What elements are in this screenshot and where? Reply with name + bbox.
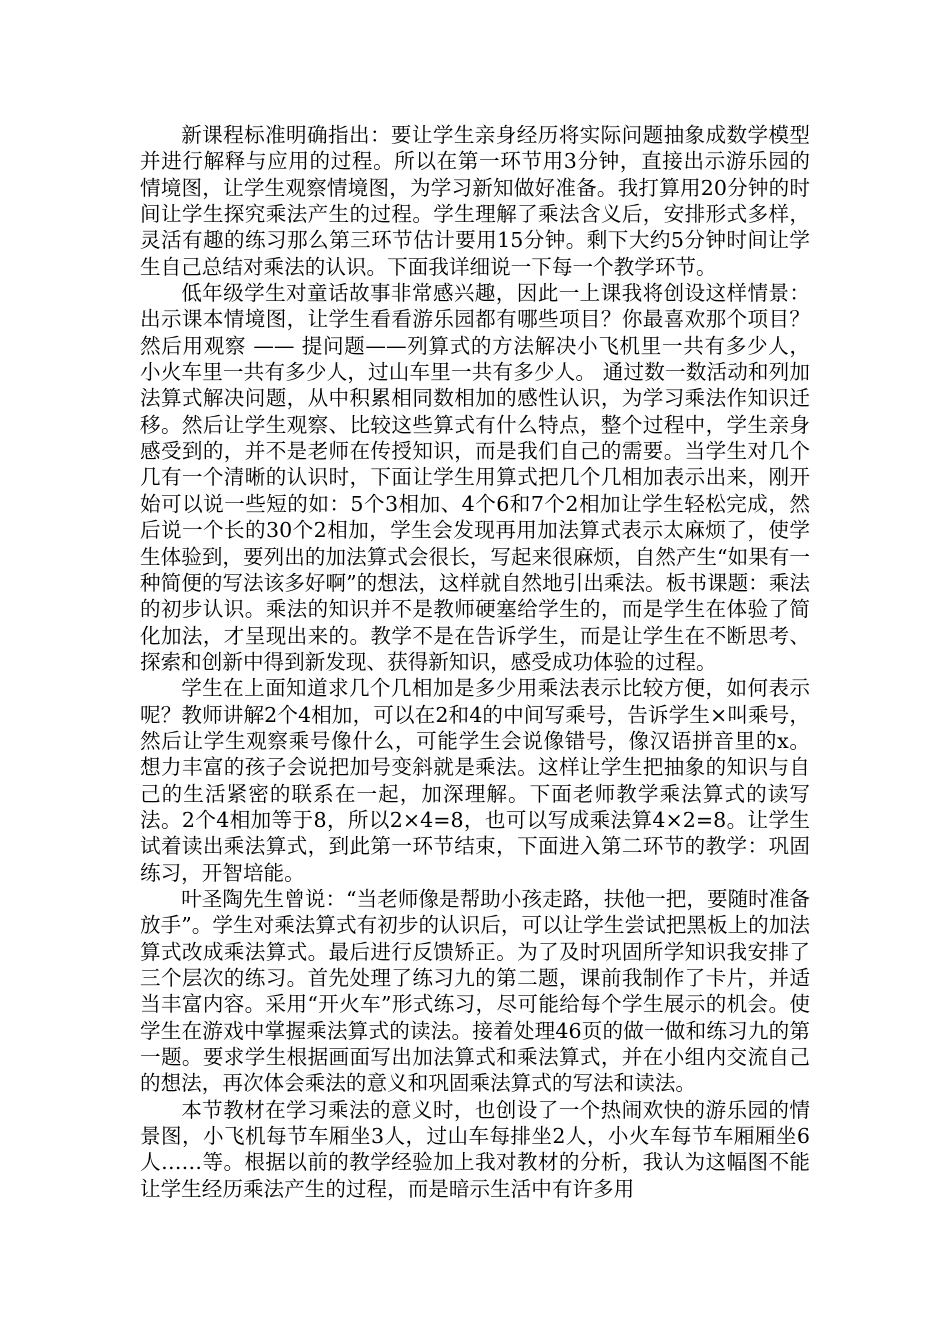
- paragraph-5: 本节教材在学习乘法的意义时，也创设了一个热闹欢快的游乐园的情景图，小飞机每节车厢坐3人，过山车每排坐2人，小火车每节车厢厢坐6人……等。根据以前的教学经验加上我对教材的分析，我认为这幅图不能让学生经历乘法产生的过程，而是暗示生活中有许多用: [140, 1097, 810, 1201]
- paragraph-2: 低年级学生对童话故事非常感兴趣，因此一上课我将创设这样情景：出示课本情境图，让学生看看游乐园都有哪些项目？你最喜欢那个项目？然后用观察 —— 提问题——列算式的方法解决小飞机里一共有多少人，小火车里一共有多少人，过山车里一共有多少人。 通过数一数活动和列加法算式解决问题，从中积累相同数相加的感性认识，为学习乘法作知识迁移。然后让学生观察、比较这些算式有什么特点，整个过程中，学生亲身感受到的，并不是老师在传授知识，而是我们自己的需要。当学生对几个几有一个清晰的认识时，下面让学生用算式把几个几相加表示出来，刚开始可以说一些短的如：5个3相加、4个6和7个2相加让学生轻松完成，然后说一个长的30个2相加，学生会发现再用加法算式表示太麻烦了，使学生体验到，要列出的加法算式会很长，写起来很麻烦，自然产生“如果有一种简便的写法该多好啊”的想法，这样就自然地引出乘法。板书课题：乘法的初步认识。乘法的知识并不是教师硬塞给学生的，而是学生在体验了简化加法，才呈现出来的。教学不是在告诉学生，而是让学生在不断思考、探索和创新中得到新发现、获得新知识，感受成功体验的过程。: [140, 281, 810, 674]
- document-body: [140, 122, 810, 1202]
- paragraph-3: 学生在上面知道求几个几相加是多少用乘法表示比较方便，如何表示呢？教师讲解2个4相加，可以在2和4的中间写乘号，告诉学生×叫乘号，然后让学生观察乘号像什么，可能学生会说像错号，像汉语拼音里的x。想力丰富的孩子会说把加号变斜就是乘法。这样让学生把抽象的知识与自己的生活紧密的联系在一起，加深理解。下面老师教学乘法算式的读写法。2个4相加等于8，所以2×4=8，也可以写成乘法算4×2=8。让学生试着读出乘法算式，到此第一环节结束，下面进入第二环节的教学：巩固练习，开智培能。: [140, 676, 810, 885]
- paragraph-4: 叶圣陶先生曾说：“当老师像是帮助小孩走路，扶他一把，要随时准备放手”。学生对乘法算式有初步的认识后，可以让学生尝试把黑板上的加法算式改成乘法算式。最后进行反馈矫正。为了及时巩固所学知识我安排了三个层次的练习。首先处理了练习九的第二题，课前我制作了卡片，并适当丰富内容。采用“开火车”形式练习，尽可能给每个学生展示的机会。使学生在游戏中掌握乘法算式的读法。接着处理46页的做一做和练习九的第一题。要求学生根据画面写出加法算式和乘法算式，并在小组内交流自己的想法，再次体会乘法的意义和巩固乘法算式的写法和读法。: [140, 886, 810, 1096]
- paragraph-1: 新课程标准明确指出：要让学生亲身经历将实际问题抽象成数学模型并进行解释与应用的过程。所以在第一环节用3分钟，直接出示游乐园的情境图，让学生观察情境图，为学习新知做好准备。我打算用20分钟的时间让学生探究乘法产生的过程。学生理解了乘法含义后，安排形式多样，灵活有趣的练习那么第三环节估计要用15分钟。剩下大约5分钟时间让学生自己总结对乘法的认识。下面我详细说一下每一个教学环节。: [140, 123, 810, 279]
